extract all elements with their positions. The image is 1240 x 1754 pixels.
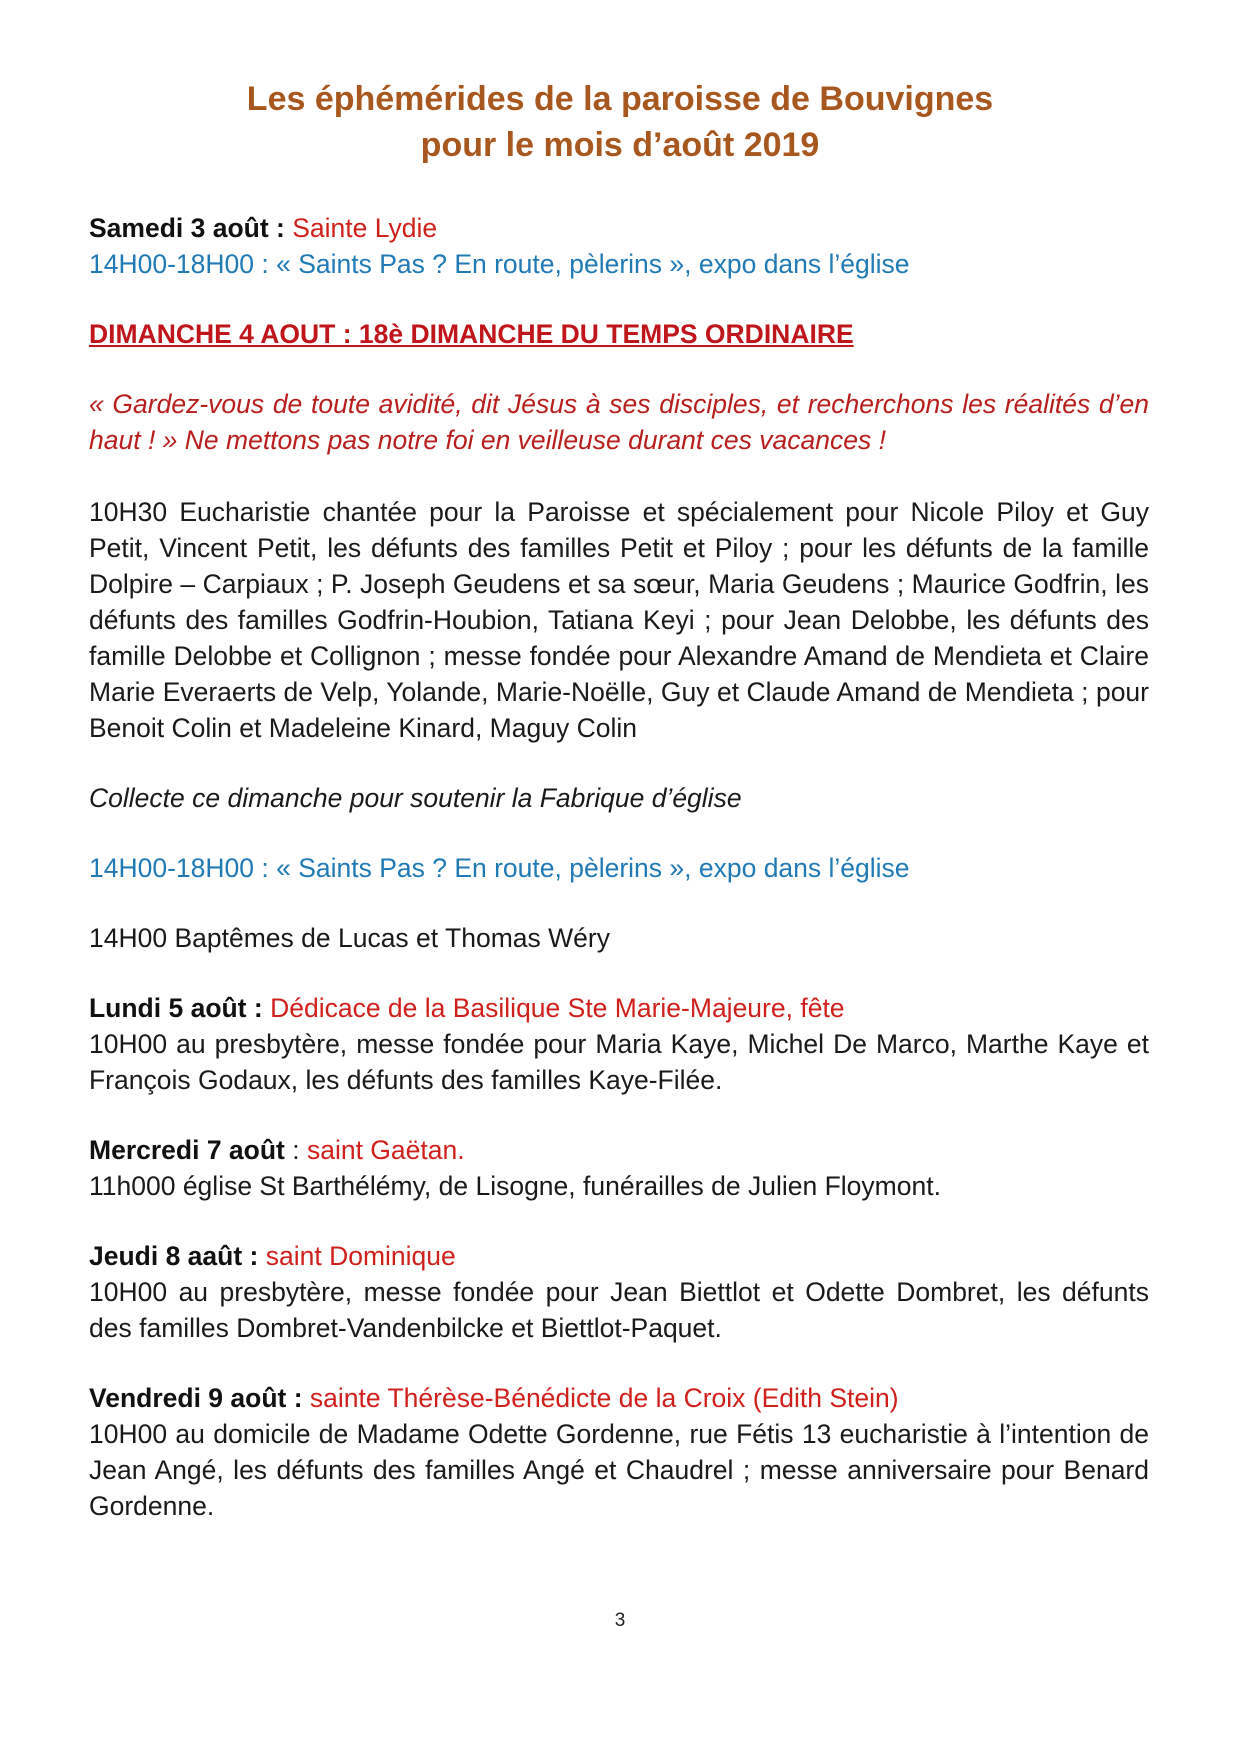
sunday-quote: « Gardez-vous de toute avidité, dit Jésus à ses disciples, et recherchons les réalités d’en haut ! » Ne mettons pas notre foi en veilleuse durant ces vacances ! bbox=[89, 389, 1149, 455]
entry-heading-fri9 bbox=[89, 1380, 1149, 1416]
day-separator: : bbox=[284, 1135, 307, 1165]
entry-text-wed7: 11h000 église St Barthélémy, de Lisogne, funérailles de Julien Floymont. bbox=[89, 1171, 941, 1201]
sunday-heading: DIMANCHE 4 AOUT : 18è DIMANCHE DU TEMPS ORDINAIRE bbox=[89, 319, 854, 349]
day-separator: : bbox=[242, 1241, 266, 1271]
title-line-1: Les éphémérides de la paroisse de Bouvignes bbox=[246, 80, 994, 118]
day-label: Mercredi 7 août bbox=[89, 1135, 285, 1165]
day-label: Samedi 3 août bbox=[89, 213, 269, 243]
entry-heading-mon5 bbox=[89, 990, 1149, 1026]
day-separator: : bbox=[286, 1383, 310, 1413]
day-label: Jeudi 8 aaût bbox=[89, 1241, 243, 1271]
day-separator: : bbox=[268, 213, 293, 243]
entry-text-fri9: 10H00 au domicile de Madame Odette Gordenne, rue Fétis 13 eucharistie à l’intention de Jean Angé, les défunts des familles Angé et Chaudrel ; messe anniversaire pour Benard Gordenne. bbox=[89, 1419, 1149, 1521]
collecte-note: Collecte ce dimanche pour soutenir la Fabrique d’église bbox=[89, 783, 742, 813]
calendar-entries bbox=[89, 210, 1149, 1524]
title-line-2: pour le mois d’août 2019 bbox=[420, 126, 820, 164]
saint-name: sainte Thérèse-Bénédicte de la Croix (Edith Stein) bbox=[309, 1383, 899, 1413]
bapteme-line: 14H00 Baptêmes de Lucas et Thomas Wéry bbox=[89, 923, 610, 953]
expo-line: 14H00-18H00 : « Saints Pas ? En route, pèlerins », expo dans l’église bbox=[89, 249, 910, 279]
saint-name: saint Dominique bbox=[265, 1241, 456, 1271]
day-separator: : bbox=[246, 993, 271, 1023]
saint-name: Sainte Lydie bbox=[292, 213, 438, 243]
entry-heading-thu8 bbox=[89, 1238, 1149, 1274]
entry-heading-sat3 bbox=[89, 210, 1149, 246]
entry-text-mon5: 10H00 au presbytère, messe fondée pour Maria Kaye, Michel De Marco, Marthe Kaye et François Godaux, les défunts des familles Kaye-Filée. bbox=[89, 1029, 1149, 1095]
entry-text-thu8: 10H00 au presbytère, messe fondée pour Jean Biettlot et Odette Dombret, les défunts des familles Dombret-Vandenbilcke et Biettlot-Paquet. bbox=[89, 1277, 1149, 1343]
expo-line-sunday: 14H00-18H00 : « Saints Pas ? En route, pèlerins », expo dans l’église bbox=[89, 853, 910, 883]
day-label: Lundi 5 août bbox=[89, 993, 247, 1023]
day-label: Vendredi 9 août bbox=[89, 1383, 287, 1413]
saint-name: Dédicace de la Basilique Ste Marie-Majeure, fête bbox=[270, 993, 845, 1023]
entry-heading-wed7 bbox=[89, 1132, 1149, 1168]
page-title bbox=[0, 76, 1240, 168]
saint-name: saint Gaëtan. bbox=[306, 1135, 465, 1165]
page-number: 3 bbox=[614, 1610, 626, 1631]
sunday-mass-text: 10H30 Eucharistie chantée pour la Paroisse et spécialement pour Nicole Piloy et Guy Petit, Vincent Petit, les défunts des familles Petit et Piloy ; pour les défunts de la famille Dolpire – Carpiaux ; P. Joseph Geudens et sa sœur, Maria Geudens ; Maurice Godfrin, les défunts des familles Godfrin-Houbion, Tatiana Keyi ; pour Jean Delobbe, les défunts des famille Delobbe et Collignon ; messe fondée pour Alexandre Amand de Mendieta et Claire Marie Everaerts de Velp, Yolande, Marie-Noëlle, Guy et Claude Amand de Mendieta ; pour Benoit Colin et Madeleine Kinard, Maguy Colin bbox=[89, 497, 1149, 743]
